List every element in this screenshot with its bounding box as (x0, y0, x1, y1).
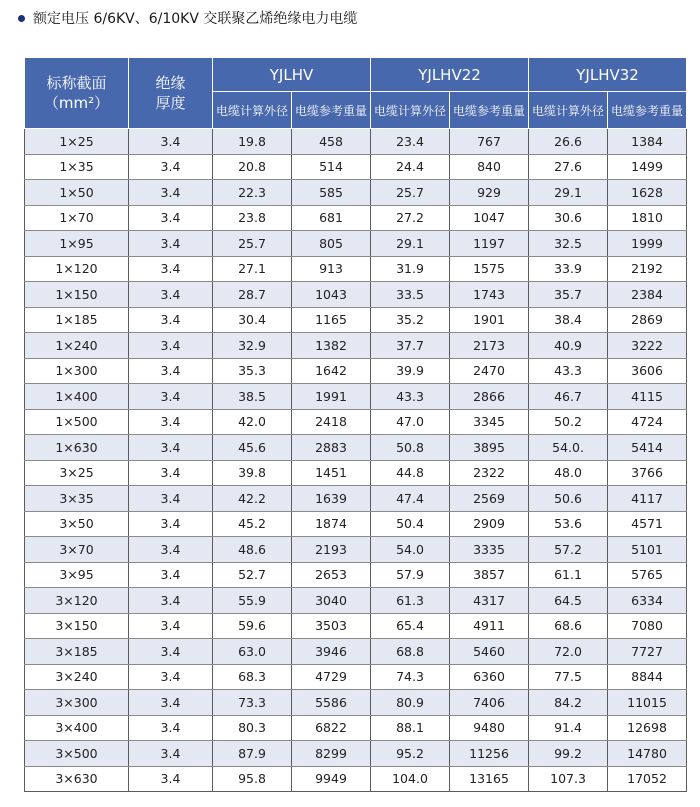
table-row (25, 537, 687, 563)
cell-yjlhv32-weight: 4117 (608, 486, 687, 512)
cell-yjlhv22-weight: 1047 (450, 205, 529, 231)
cell-yjlhv32-weight: 3766 (608, 460, 687, 486)
table-row (25, 690, 687, 716)
cell-nominal-section: 3×150 (25, 613, 129, 639)
table-row (25, 256, 687, 282)
heading-text: 额定电压 6/6KV、6/10KV 交联聚乙烯绝缘电力电缆 (33, 11, 358, 27)
table-header (25, 58, 687, 129)
cell-yjlhv-diameter: 63.0 (213, 639, 292, 665)
header-yjlhv32-weight: 电缆参考重量 (608, 92, 687, 129)
cell-nominal-section: 3×630 (25, 766, 129, 792)
cell-yjlhv22-diameter: 24.4 (371, 154, 450, 180)
cell-yjlhv-diameter: 68.3 (213, 664, 292, 690)
cell-nominal-section: 1×300 (25, 358, 129, 384)
cell-yjlhv32-weight: 7727 (608, 639, 687, 665)
table-row (25, 180, 687, 206)
cell-yjlhv-weight: 3503 (292, 613, 371, 639)
cell-yjlhv22-diameter: 23.4 (371, 129, 450, 155)
cell-insulation-thickness: 3.4 (129, 486, 213, 512)
header-nominal-section-line1: 标称截面 (46, 74, 107, 92)
cell-yjlhv-weight: 9949 (292, 766, 371, 792)
header-group-yjlhv22: YJLHV22 (371, 58, 529, 92)
cell-yjlhv32-diameter: 29.1 (529, 180, 608, 206)
cell-yjlhv32-diameter: 77.5 (529, 664, 608, 690)
cell-yjlhv32-diameter: 91.4 (529, 715, 608, 741)
cell-yjlhv22-weight: 840 (450, 154, 529, 180)
cell-yjlhv32-weight: 2192 (608, 256, 687, 282)
cable-spec-table (24, 57, 687, 792)
cell-yjlhv32-diameter: 53.6 (529, 511, 608, 537)
cell-yjlhv-diameter: 59.6 (213, 613, 292, 639)
header-yjlhv22-weight: 电缆参考重量 (450, 92, 529, 129)
table-row (25, 588, 687, 614)
cell-yjlhv-weight: 3040 (292, 588, 371, 614)
cell-yjlhv22-weight: 1743 (450, 282, 529, 308)
cell-yjlhv22-weight: 2866 (450, 384, 529, 410)
cell-yjlhv32-weight: 8844 (608, 664, 687, 690)
cell-yjlhv22-diameter: 27.2 (371, 205, 450, 231)
cell-yjlhv22-diameter: 95.2 (371, 741, 450, 767)
cell-yjlhv22-diameter: 104.0 (371, 766, 450, 792)
cell-yjlhv-weight: 8299 (292, 741, 371, 767)
cell-yjlhv22-diameter: 54.0 (371, 537, 450, 563)
header-nominal-section (25, 58, 129, 129)
cell-yjlhv32-weight: 1810 (608, 205, 687, 231)
cell-yjlhv-weight: 2883 (292, 435, 371, 461)
table-row (25, 460, 687, 486)
cell-yjlhv-weight: 514 (292, 154, 371, 180)
cell-yjlhv32-diameter: 46.7 (529, 384, 608, 410)
cell-yjlhv32-diameter: 50.6 (529, 486, 608, 512)
cell-yjlhv-diameter: 23.8 (213, 205, 292, 231)
cell-insulation-thickness: 3.4 (129, 180, 213, 206)
table-row (25, 766, 687, 792)
table-row (25, 358, 687, 384)
bullet-dot-icon (18, 15, 25, 22)
table-row (25, 741, 687, 767)
cell-yjlhv22-weight: 929 (450, 180, 529, 206)
cell-insulation-thickness: 3.4 (129, 231, 213, 257)
cell-yjlhv32-diameter: 26.6 (529, 129, 608, 155)
cell-insulation-thickness: 3.4 (129, 129, 213, 155)
cell-yjlhv22-weight: 3335 (450, 537, 529, 563)
header-yjlhv-diameter: 电缆计算外径 (213, 92, 292, 129)
cell-nominal-section: 1×500 (25, 409, 129, 435)
cell-nominal-section: 1×95 (25, 231, 129, 257)
cell-yjlhv-diameter: 27.1 (213, 256, 292, 282)
header-insulation-line1: 绝缘 (155, 74, 186, 92)
cell-yjlhv22-weight: 1901 (450, 307, 529, 333)
cell-yjlhv-weight: 4729 (292, 664, 371, 690)
cell-yjlhv-weight: 1165 (292, 307, 371, 333)
cell-nominal-section: 1×400 (25, 384, 129, 410)
cell-yjlhv22-weight: 13165 (450, 766, 529, 792)
cell-nominal-section: 3×185 (25, 639, 129, 665)
cell-yjlhv32-weight: 2384 (608, 282, 687, 308)
table-row (25, 486, 687, 512)
cell-yjlhv-weight: 1043 (292, 282, 371, 308)
cell-yjlhv-diameter: 25.7 (213, 231, 292, 257)
cell-yjlhv-diameter: 48.6 (213, 537, 292, 563)
cell-yjlhv22-weight: 2470 (450, 358, 529, 384)
cell-yjlhv32-diameter: 61.1 (529, 562, 608, 588)
cell-yjlhv22-weight: 1575 (450, 256, 529, 282)
cell-yjlhv32-weight: 2869 (608, 307, 687, 333)
cell-yjlhv22-weight: 2322 (450, 460, 529, 486)
cell-yjlhv32-diameter: 27.6 (529, 154, 608, 180)
cell-insulation-thickness: 3.4 (129, 741, 213, 767)
cell-yjlhv22-weight: 9480 (450, 715, 529, 741)
cell-yjlhv22-weight: 11256 (450, 741, 529, 767)
cell-yjlhv-weight: 2653 (292, 562, 371, 588)
table-row (25, 409, 687, 435)
cell-yjlhv-weight: 1451 (292, 460, 371, 486)
header-group-yjlhv: YJLHV (213, 58, 371, 92)
cell-yjlhv-weight: 1642 (292, 358, 371, 384)
table-row (25, 129, 687, 155)
cell-insulation-thickness: 3.4 (129, 409, 213, 435)
cell-yjlhv-diameter: 38.5 (213, 384, 292, 410)
cell-yjlhv22-weight: 3857 (450, 562, 529, 588)
cell-insulation-thickness: 3.4 (129, 358, 213, 384)
header-yjlhv-weight: 电缆参考重量 (292, 92, 371, 129)
cell-yjlhv32-diameter: 54.0. (529, 435, 608, 461)
cell-nominal-section: 1×25 (25, 129, 129, 155)
cell-yjlhv32-diameter: 43.3 (529, 358, 608, 384)
cell-yjlhv-diameter: 42.2 (213, 486, 292, 512)
cell-yjlhv22-weight: 3895 (450, 435, 529, 461)
cell-yjlhv-diameter: 30.4 (213, 307, 292, 333)
cell-yjlhv32-diameter: 32.5 (529, 231, 608, 257)
header-insulation-thickness (129, 58, 213, 129)
cell-nominal-section: 1×35 (25, 154, 129, 180)
cell-yjlhv32-weight: 4724 (608, 409, 687, 435)
cell-yjlhv32-diameter: 30.6 (529, 205, 608, 231)
cell-yjlhv32-diameter: 33.9 (529, 256, 608, 282)
cell-yjlhv32-weight: 3606 (608, 358, 687, 384)
cell-yjlhv-diameter: 19.8 (213, 129, 292, 155)
cell-nominal-section: 1×50 (25, 180, 129, 206)
cell-yjlhv22-weight: 2569 (450, 486, 529, 512)
cell-yjlhv22-diameter: 47.4 (371, 486, 450, 512)
cell-nominal-section: 1×185 (25, 307, 129, 333)
cell-insulation-thickness: 3.4 (129, 588, 213, 614)
cell-yjlhv32-weight: 1384 (608, 129, 687, 155)
cell-yjlhv22-diameter: 74.3 (371, 664, 450, 690)
cell-nominal-section: 1×150 (25, 282, 129, 308)
cell-yjlhv-weight: 2193 (292, 537, 371, 563)
cell-yjlhv22-diameter: 33.5 (371, 282, 450, 308)
cell-yjlhv32-diameter: 38.4 (529, 307, 608, 333)
cell-yjlhv32-diameter: 72.0 (529, 639, 608, 665)
cell-yjlhv32-diameter: 35.7 (529, 282, 608, 308)
cell-yjlhv32-weight: 12698 (608, 715, 687, 741)
cell-yjlhv32-weight: 1628 (608, 180, 687, 206)
cell-yjlhv-diameter: 87.9 (213, 741, 292, 767)
cell-yjlhv-diameter: 35.3 (213, 358, 292, 384)
header-insulation-line2: 厚度 (155, 94, 186, 112)
cell-yjlhv22-diameter: 37.7 (371, 333, 450, 359)
cell-nominal-section: 1×70 (25, 205, 129, 231)
table-row (25, 664, 687, 690)
table-row (25, 307, 687, 333)
table-body (25, 129, 687, 792)
cell-yjlhv22-diameter: 47.0 (371, 409, 450, 435)
cell-yjlhv32-weight: 5101 (608, 537, 687, 563)
table-row (25, 562, 687, 588)
table-row (25, 384, 687, 410)
cell-insulation-thickness: 3.4 (129, 307, 213, 333)
cell-insulation-thickness: 3.4 (129, 511, 213, 537)
cell-yjlhv32-weight: 4571 (608, 511, 687, 537)
table-row (25, 613, 687, 639)
cell-yjlhv22-diameter: 65.4 (371, 613, 450, 639)
cell-nominal-section: 3×95 (25, 562, 129, 588)
cell-yjlhv22-diameter: 50.8 (371, 435, 450, 461)
cell-yjlhv32-weight: 7080 (608, 613, 687, 639)
cell-yjlhv22-diameter: 80.9 (371, 690, 450, 716)
cell-yjlhv32-weight: 1499 (608, 154, 687, 180)
cell-yjlhv-weight: 3946 (292, 639, 371, 665)
cell-nominal-section: 3×400 (25, 715, 129, 741)
cell-insulation-thickness: 3.4 (129, 715, 213, 741)
cell-insulation-thickness: 3.4 (129, 282, 213, 308)
cell-yjlhv-weight: 805 (292, 231, 371, 257)
cell-insulation-thickness: 3.4 (129, 639, 213, 665)
table-row (25, 435, 687, 461)
cell-nominal-section: 1×240 (25, 333, 129, 359)
cell-yjlhv32-weight: 14780 (608, 741, 687, 767)
cell-yjlhv-weight: 6822 (292, 715, 371, 741)
cell-yjlhv-weight: 1382 (292, 333, 371, 359)
cell-insulation-thickness: 3.4 (129, 333, 213, 359)
cell-yjlhv32-diameter: 50.2 (529, 409, 608, 435)
cell-yjlhv-weight: 1991 (292, 384, 371, 410)
cell-yjlhv-weight: 681 (292, 205, 371, 231)
cell-yjlhv22-diameter: 68.8 (371, 639, 450, 665)
cell-yjlhv-weight: 5586 (292, 690, 371, 716)
cell-yjlhv-weight: 1639 (292, 486, 371, 512)
table-row (25, 231, 687, 257)
cell-nominal-section: 1×120 (25, 256, 129, 282)
cell-insulation-thickness: 3.4 (129, 435, 213, 461)
cell-insulation-thickness: 3.4 (129, 537, 213, 563)
cell-yjlhv22-diameter: 29.1 (371, 231, 450, 257)
cell-yjlhv32-weight: 5414 (608, 435, 687, 461)
cell-yjlhv-diameter: 22.3 (213, 180, 292, 206)
section-heading (18, 8, 357, 28)
cell-yjlhv-weight: 913 (292, 256, 371, 282)
cell-yjlhv-diameter: 28.7 (213, 282, 292, 308)
table-row (25, 715, 687, 741)
cell-insulation-thickness: 3.4 (129, 690, 213, 716)
cell-yjlhv22-diameter: 39.9 (371, 358, 450, 384)
cell-yjlhv32-diameter: 48.0 (529, 460, 608, 486)
cell-yjlhv-diameter: 45.6 (213, 435, 292, 461)
cell-yjlhv-diameter: 73.3 (213, 690, 292, 716)
cell-nominal-section: 3×300 (25, 690, 129, 716)
cell-yjlhv-weight: 2418 (292, 409, 371, 435)
header-yjlhv32-diameter: 电缆计算外径 (529, 92, 608, 129)
cell-yjlhv22-weight: 5460 (450, 639, 529, 665)
cell-yjlhv-weight: 585 (292, 180, 371, 206)
cell-yjlhv-weight: 458 (292, 129, 371, 155)
cell-yjlhv-diameter: 80.3 (213, 715, 292, 741)
cell-yjlhv22-diameter: 31.9 (371, 256, 450, 282)
cell-yjlhv-weight: 1874 (292, 511, 371, 537)
table-row (25, 282, 687, 308)
cell-yjlhv32-weight: 3222 (608, 333, 687, 359)
cell-insulation-thickness: 3.4 (129, 766, 213, 792)
cell-insulation-thickness: 3.4 (129, 460, 213, 486)
cell-yjlhv-diameter: 45.2 (213, 511, 292, 537)
cell-insulation-thickness: 3.4 (129, 664, 213, 690)
table-row (25, 154, 687, 180)
cell-insulation-thickness: 3.4 (129, 613, 213, 639)
cell-yjlhv32-diameter: 107.3 (529, 766, 608, 792)
cell-nominal-section: 3×120 (25, 588, 129, 614)
table-row (25, 333, 687, 359)
cell-insulation-thickness: 3.4 (129, 205, 213, 231)
cell-yjlhv32-weight: 6334 (608, 588, 687, 614)
cell-insulation-thickness: 3.4 (129, 562, 213, 588)
cell-yjlhv22-diameter: 61.3 (371, 588, 450, 614)
cell-yjlhv-diameter: 39.8 (213, 460, 292, 486)
cell-yjlhv22-weight: 1197 (450, 231, 529, 257)
table-row (25, 511, 687, 537)
cell-yjlhv32-weight: 11015 (608, 690, 687, 716)
cell-yjlhv32-diameter: 57.2 (529, 537, 608, 563)
cell-nominal-section: 3×500 (25, 741, 129, 767)
cell-yjlhv22-diameter: 57.9 (371, 562, 450, 588)
cell-yjlhv-diameter: 42.0 (213, 409, 292, 435)
cell-yjlhv22-diameter: 44.8 (371, 460, 450, 486)
cell-yjlhv22-diameter: 50.4 (371, 511, 450, 537)
cell-yjlhv22-weight: 2909 (450, 511, 529, 537)
table-row (25, 639, 687, 665)
cell-yjlhv22-diameter: 88.1 (371, 715, 450, 741)
cell-nominal-section: 3×70 (25, 537, 129, 563)
cell-yjlhv32-diameter: 68.6 (529, 613, 608, 639)
header-nominal-section-line2: （mm²） (43, 94, 110, 112)
cell-nominal-section: 3×25 (25, 460, 129, 486)
cell-yjlhv22-weight: 2173 (450, 333, 529, 359)
cell-insulation-thickness: 3.4 (129, 384, 213, 410)
header-group-yjlhv32: YJLHV32 (529, 58, 687, 92)
cell-yjlhv22-diameter: 35.2 (371, 307, 450, 333)
cell-yjlhv22-diameter: 25.7 (371, 180, 450, 206)
cell-yjlhv22-weight: 767 (450, 129, 529, 155)
cell-yjlhv22-weight: 7406 (450, 690, 529, 716)
cell-yjlhv-diameter: 52.7 (213, 562, 292, 588)
cell-nominal-section: 3×35 (25, 486, 129, 512)
cell-yjlhv32-diameter: 40.9 (529, 333, 608, 359)
cell-yjlhv32-diameter: 84.2 (529, 690, 608, 716)
cell-yjlhv32-diameter: 99.2 (529, 741, 608, 767)
cell-nominal-section: 3×50 (25, 511, 129, 537)
cell-nominal-section: 3×240 (25, 664, 129, 690)
cell-insulation-thickness: 3.4 (129, 154, 213, 180)
cell-yjlhv-diameter: 95.8 (213, 766, 292, 792)
cell-nominal-section: 1×630 (25, 435, 129, 461)
cell-yjlhv22-weight: 6360 (450, 664, 529, 690)
cell-yjlhv32-weight: 5765 (608, 562, 687, 588)
cell-yjlhv32-weight: 1999 (608, 231, 687, 257)
cell-yjlhv-diameter: 55.9 (213, 588, 292, 614)
cell-yjlhv22-weight: 3345 (450, 409, 529, 435)
header-yjlhv22-diameter: 电缆计算外径 (371, 92, 450, 129)
cell-yjlhv22-diameter: 43.3 (371, 384, 450, 410)
cable-spec-table-container (24, 57, 685, 792)
cell-yjlhv-diameter: 32.9 (213, 333, 292, 359)
cell-yjlhv32-weight: 17052 (608, 766, 687, 792)
cell-yjlhv32-diameter: 64.5 (529, 588, 608, 614)
cell-yjlhv22-weight: 4911 (450, 613, 529, 639)
table-row (25, 205, 687, 231)
cell-yjlhv-diameter: 20.8 (213, 154, 292, 180)
cell-yjlhv22-weight: 4317 (450, 588, 529, 614)
cell-yjlhv32-weight: 4115 (608, 384, 687, 410)
cell-insulation-thickness: 3.4 (129, 256, 213, 282)
